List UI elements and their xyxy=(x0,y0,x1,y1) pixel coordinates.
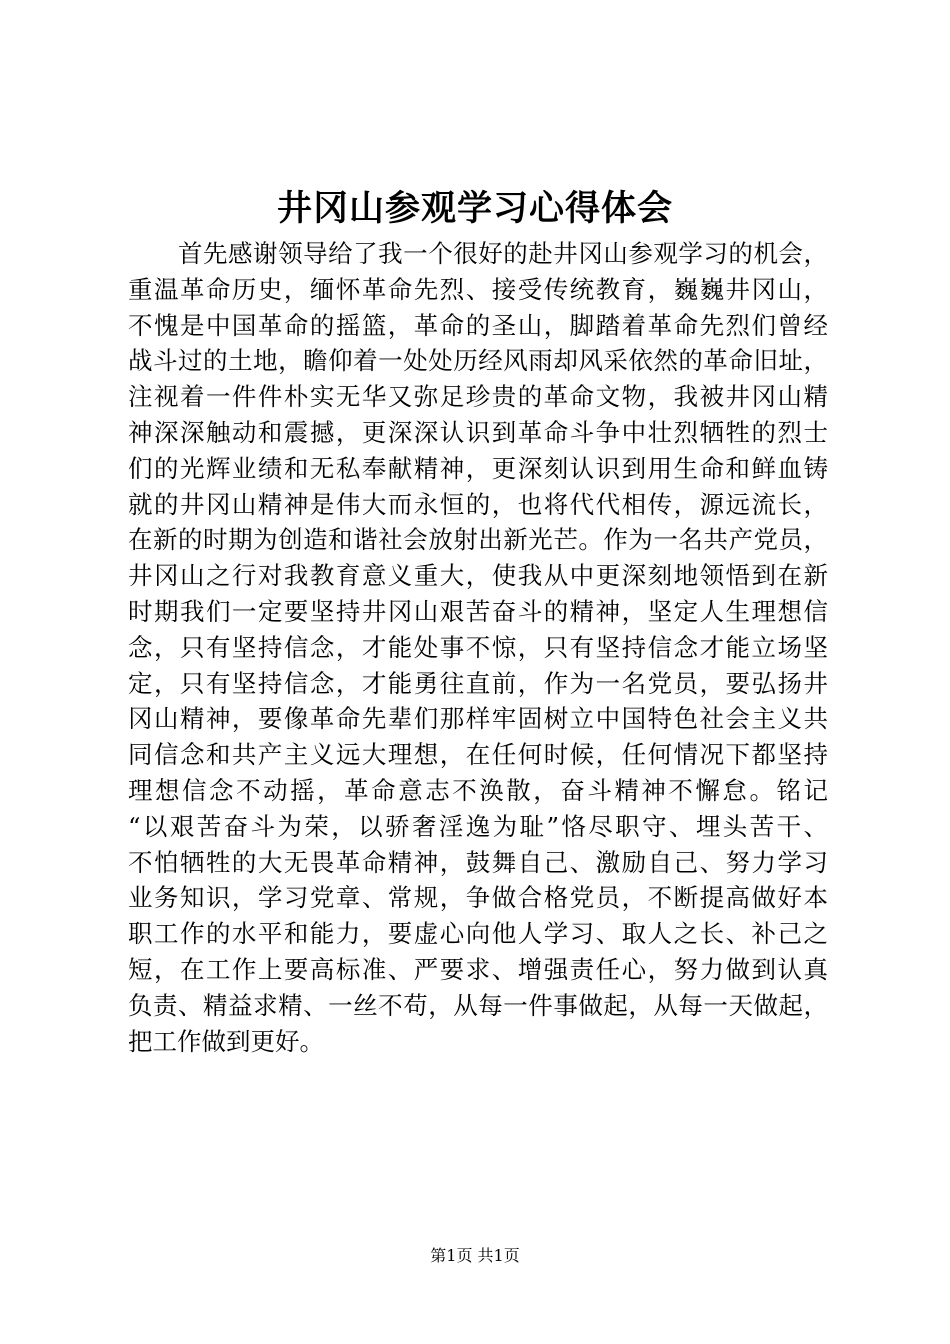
paragraph-line: 时期我们一定要坚持井冈山艰苦奋斗的精神，坚定人生理想信 xyxy=(128,596,828,626)
paragraph-line: 不怕牺牲的大无畏革命精神，鼓舞自己、激励自己、努力学习 xyxy=(128,847,828,877)
document-title: 井冈山参观学习心得体会 xyxy=(276,188,673,229)
page-number-footer: 第1页 共1页 xyxy=(430,1246,520,1265)
paragraph-line: 神深深触动和震撼，更深深认识到革命斗争中壮烈牺牲的烈士 xyxy=(128,417,828,447)
paragraph-line: 在新的时期为创造和谐社会放射出新光芒。作为一名共产党员， xyxy=(128,525,828,555)
paragraph-line: 重温革命历史，缅怀革命先烈、接受传统教育，巍巍井冈山， xyxy=(128,274,828,304)
body-paragraph xyxy=(128,236,828,1059)
paragraph-line: 业务知识，学习党章、常规，争做合格党员，不断提高做好本 xyxy=(128,883,828,913)
paragraph-line: 们的光辉业绩和无私奉献精神，更深刻认识到用生命和鲜血铸 xyxy=(128,453,828,483)
paragraph-line: 短，在工作上要高标准、严要求、增强责任心，努力做到认真 xyxy=(128,954,828,984)
paragraph-line: 念，只有坚持信念，才能处事不惊，只有坚持信念才能立场坚 xyxy=(128,632,828,662)
paragraph-line: 把工作做到更好。 xyxy=(128,1026,324,1056)
paragraph-line: 负责、精益求精、一丝不苟，从每一件事做起，从每一天做起， xyxy=(128,990,828,1020)
paragraph-line: 理想信念不动摇，革命意志不涣散，奋斗精神不懈怠。铭记 xyxy=(128,775,828,805)
paragraph-line: 注视着一件件朴实无华又弥足珍贵的革命文物，我被井冈山精 xyxy=(128,382,828,412)
paragraph-line: 职工作的水平和能力，要虚心向他人学习、取人之长、补己之 xyxy=(128,919,828,949)
paragraph-line: 井冈山之行对我教育意义重大，使我从中更深刻地领悟到在新 xyxy=(128,561,828,591)
paragraph-line: “以艰苦奋斗为荣，以骄奢淫逸为耻”恪尽职守、埋头苦干、 xyxy=(128,811,828,841)
paragraph-line: 冈山精神，要像革命先辈们那样牢固树立中国特色社会主义共 xyxy=(128,704,828,734)
paragraph-line: 战斗过的土地，瞻仰着一处处历经风雨却风采依然的革命旧址， xyxy=(128,346,828,376)
paragraph-line: 就的井冈山精神是伟大而永恒的，也将代代相传，源远流长， xyxy=(128,489,828,519)
paragraph-line: 同信念和共产主义远大理想，在任何时候，任何情况下都坚持 xyxy=(128,740,828,770)
paragraph-line: 首先感谢领导给了我一个很好的赴井冈山参观学习的机会， xyxy=(178,239,828,268)
paragraph-line: 定，只有坚持信念，才能勇往直前，作为一名党员，要弘扬井 xyxy=(128,668,828,698)
paragraph-line: 不愧是中国革命的摇篮，革命的圣山，脚踏着革命先烈们曾经 xyxy=(128,310,828,340)
